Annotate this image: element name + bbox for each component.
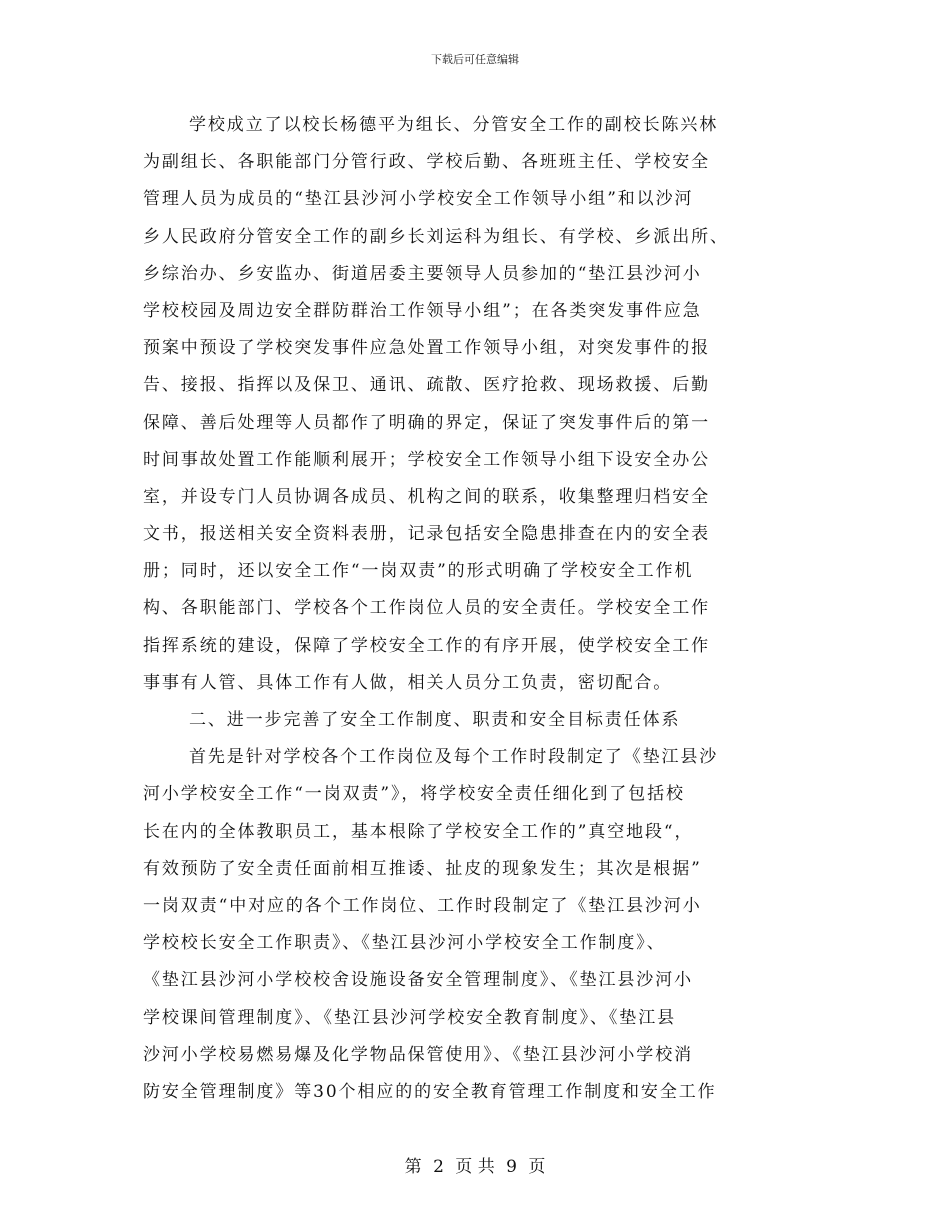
body-line: 长在内的全体教职员工，基本根除了学校安全工作的”真空地段“，: [143, 821, 694, 842]
body-line: 乡综治办、乡安监办、街道居委主要领导人员参加的“垫江县沙河小: [143, 263, 702, 284]
body-line: 保障、善后处理等人员都作了明确的界定，保证了突发事件后的第一: [143, 412, 710, 433]
body-line: 事事有人管、具体工作有人做，相关人员分工负责，密切配合。: [143, 672, 673, 693]
footer-prefix: 第: [404, 1157, 422, 1177]
body-line: 有效预防了安全责任面前相互推诿、扯皮的现象发生；其次是根据”: [143, 858, 702, 879]
total-page-number: 9: [506, 1157, 517, 1177]
body-line: 指挥系统的建设，保障了学校安全工作的有序开展，使学校安全工作: [143, 635, 710, 656]
body-line: 室，并设专门人员协调各成员、机构之间的联系，收集整理归档安全: [143, 486, 710, 507]
section-heading: 二、进一步完善了安全工作制度、职责和安全目标责任体系: [189, 710, 681, 730]
page-footer: [0, 1156, 950, 1178]
page-header: [0, 53, 950, 67]
body-line: 首先是针对学校各个工作岗位及每个工作时段制定了《垫江县沙: [189, 747, 719, 768]
body-line: 乡人民政府分管安全工作的副乡长刘运科为组长、有学校、乡派出所、: [143, 226, 729, 247]
body-line: 构、各职能部门、学校各个工作岗位人员的安全责任。学校安全工作: [143, 598, 710, 619]
current-page-number: 2: [433, 1157, 444, 1177]
footer-suffix: 页: [528, 1157, 546, 1177]
body-line: 《垫江县沙河小学校校舍设施设备安全管理制度》、《垫江县沙河小: [143, 970, 693, 991]
header-text: 下载后可任意编辑: [431, 53, 519, 66]
body-line: 学校校园及周边安全群防群治工作领导小组”；在各类突发事件应急: [143, 300, 702, 321]
body-line: 册；同时，还以安全工作“一岗双责”的形式明确了学校安全工作机: [143, 561, 694, 582]
body-line: 一岗双责“中对应的各个工作岗位、工作时段制定了《垫江县沙河小: [143, 895, 702, 916]
body-line: 为副组长、各职能部门分管行政、学校后勤、各班班主任、学校安全: [143, 152, 710, 173]
document-body: [143, 107, 811, 1111]
body-line: 管理人员为成员的“垫江县沙河小学校安全工作领导小组”和以沙河: [143, 189, 694, 210]
body-line: 河小学校安全工作“一岗双责”》，将学校安全责任细化到了包括校: [143, 784, 685, 805]
body-line: 预案中预设了学校突发事件应急处置工作领导小组，对突发事件的报: [143, 338, 710, 359]
body-line: 时间事故处置工作能顺利展开；学校安全工作领导小组下设安全办公: [143, 449, 710, 470]
body-line: 学校成立了以校长杨德平为组长、分管安全工作的副校长陈兴林: [189, 115, 719, 135]
body-line: 沙河小学校易燃易爆及化学物品保管使用》、《垫江县沙河小学校消: [143, 1044, 693, 1065]
body-line: 防安全管理制度》等30个相应的的安全教育管理工作制度和安全工作: [143, 1081, 717, 1102]
body-line: 学校课间管理制度》、《垫江县沙河学校安全教育制度》、《垫江县: [143, 1007, 676, 1028]
body-line: 学校校长安全工作职责》、《垫江县沙河小学校安全工作制度》、: [143, 933, 666, 954]
body-line: 文书，报送相关安全资料表册，记录包括安全隐患排查在内的安全表: [143, 524, 710, 545]
footer-mid: 页 共: [455, 1157, 495, 1177]
body-line: 告、接报、指挥以及保卫、通讯、疏散、医疗抢救、现场救援、后勤: [143, 375, 710, 396]
